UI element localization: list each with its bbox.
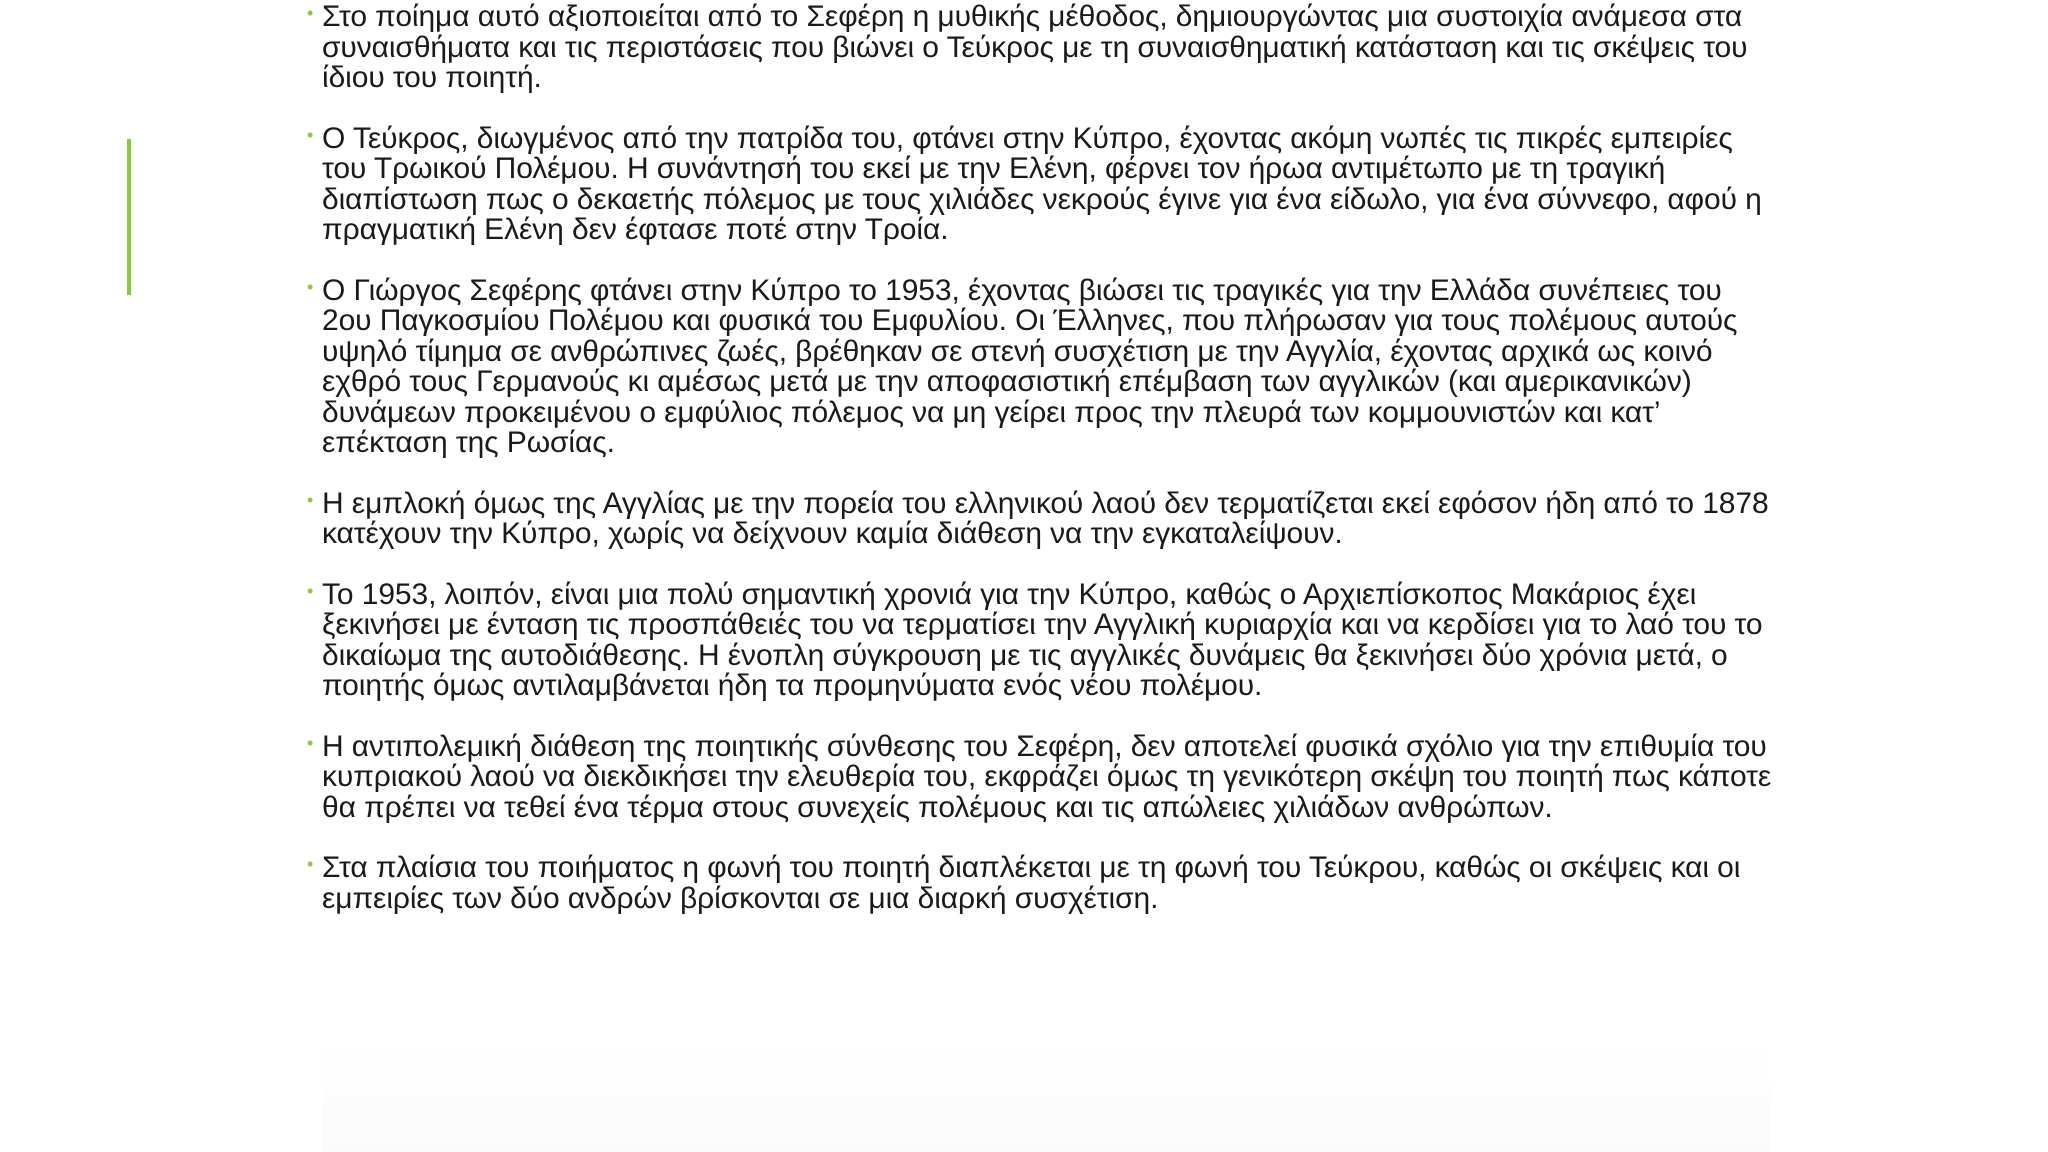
bullet-text: Στο ποίημα αυτό αξιοποιείται από το Σεφέρη η μυθικής μέθοδος, δημιουργώντας μια συστοιχία ανάμεσα στα συναισθήματα και τις περιστάσεις που βιώνει ο Τεύκρος με τη συναισθηματική κατάσταση και τις σκέψεις του ίδιου του ποιητή. bbox=[322, 0, 1748, 94]
bullet-dot-icon: • bbox=[307, 854, 314, 874]
bullet-text: Η εμπλοκή όμως της Αγγλίας με την πορεία του ελληνικού λαού δεν τερματίζεται εκεί εφόσον ήδη από το 1878 κατέχουν την Κύπρο, χωρίς να δείχνουν καμία διάθεση να την εγκαταλείψουν. bbox=[322, 486, 1769, 550]
bullet-item-7 bbox=[306, 853, 1776, 914]
bullet-item-2 bbox=[306, 121, 1776, 246]
bullet-dot-icon: • bbox=[307, 276, 314, 297]
accent-bar bbox=[127, 139, 131, 295]
bullet-text: Ο Τεύκρος, διωγμένος από την πατρίδα του, φτάνει στην Κύπρο, έχοντας ακόμη νωπές τις πικρές εμπειρίες του Τρωικού Πολέμου. Η συνάντησή του εκεί με την Ελένη, φέρνει τον ήρωα αντιμέτωπο με τη τραγική διαπίστωση πως ο δεκαετής πόλεμος με τους χιλιάδες νεκρούς έγινε για ένα είδωλο, για ένα σύννεφο, αφού η πραγματική Ελένη δεν έφτασε ποτέ στην Τροία. bbox=[322, 121, 1762, 246]
bullet-item-4 bbox=[306, 486, 1776, 550]
bullet-dot-icon: • bbox=[307, 580, 314, 601]
bullet-dot-icon: • bbox=[307, 3, 314, 23]
bullet-text: Η αντιπολεμική διάθεση της ποιητικής σύνθεσης του Σεφέρη, δεν αποτελεί φυσικά σχόλιο για την επιθυμία του κυπριακού λαού να διεκδικήσει την ελευθερία του, εκφράζει όμως τη γενικότερη σκέψη του ποιητή πως κάποτε θα πρέπει να τεθεί ένα τέρμα στους συνεχείς πολέμους και τις απώλειες χιλιάδων ανθρώπων. bbox=[322, 729, 1772, 824]
bullet-text: Στα πλαίσια του ποιήματος η φωνή του ποιητή διαπλέκεται με τη φωνή του Τεύκρου, καθώς οι σκέψεις και οι εμπειρίες των δύο ανδρών βρίσκονται σε μια διαρκή συσχέτιση. bbox=[322, 851, 1741, 915]
bullet-dot-icon: • bbox=[307, 732, 314, 753]
bullet-item-5 bbox=[306, 577, 1776, 702]
bullet-item-3 bbox=[306, 273, 1776, 459]
bullet-text: Το 1953, λοιπόν, είναι μια πολύ σημαντική χρονιά για την Κύπρο, καθώς ο Αρχιεπίσκοπος Μακάριος έχει ξεκινήσει με ένταση τις προσπάθειές του να τερματίσει την Αγγλική κυριαρχία και να κερδίσει για το λαό του το δικαίωμα της αυτοδιάθεσης. Η ένοπλη σύγκρουση με τις αγγλικές δυνάμεις θα ξεκινήσει δύο χρόνια μετά, ο ποιητής όμως αντιλαμβάνεται ήδη τα προμηνύματα ενός νέου πολέμου. bbox=[322, 577, 1763, 702]
bullet-dot-icon: • bbox=[307, 489, 314, 510]
bullet-item-6 bbox=[306, 729, 1776, 824]
bullet-item-1 bbox=[306, 2, 1776, 94]
bullet-list bbox=[306, 2, 1776, 944]
bullet-text: Ο Γιώργος Σεφέρης φτάνει στην Κύπρο το 1953, έχοντας βιώσει τις τραγικές για την Ελλάδα συνέπειες του 2ου Παγκοσμίου Πολέμου και φυσικά του Εμφυλίου. Οι Έλληνες, που πλήρωσαν για τους πολέμους αυτούς υψηλό τίμημα σε ανθρώπινες ζωές, βρέθηκαν σε στενή συσχέτιση με την Αγγλία, έχοντας αρχικά ως κοινό εχθρό τους Γερμανούς κι αμέσως μετά με την αποφασιστική επέμβαση των αγγλικών (και αμερικανικών) δυνάμεων προκειμένου ο εμφύλιος πόλεμος να μη γείρει προς την πλευρά των κομμουνιστών και κατ’ επέκταση της Ρωσίας. bbox=[322, 273, 1738, 459]
bullet-dot-icon: • bbox=[307, 124, 314, 145]
